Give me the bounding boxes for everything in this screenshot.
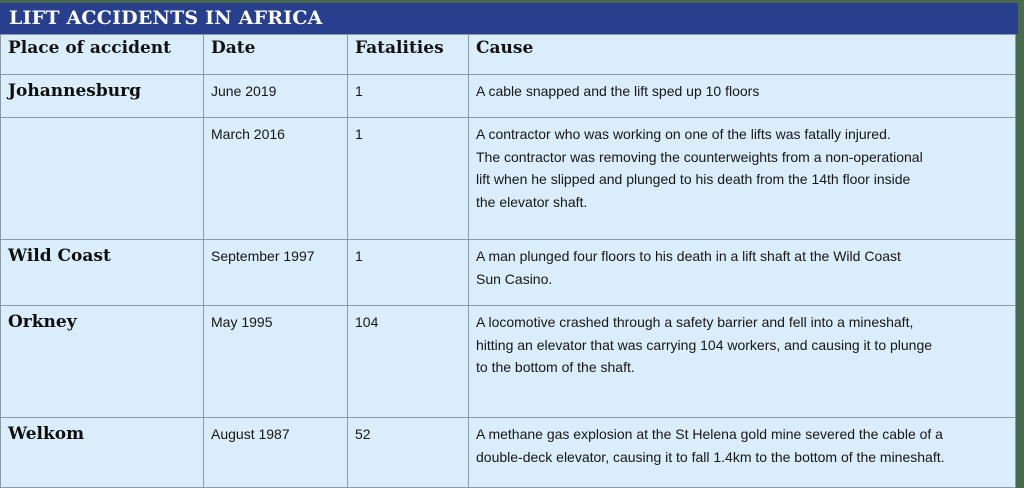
lift-accidents-table [0, 34, 1016, 488]
cell-place: Welkom [1, 418, 204, 488]
table-row [1, 75, 1016, 118]
cause-line: A methane gas explosion at the St Helena gold mine severed the cable of a [476, 426, 943, 442]
cell-fatalities: 1 [348, 240, 469, 306]
cell-cause [469, 418, 1016, 488]
cell-place: Orkney [1, 306, 204, 418]
cell-date: March 2016 [204, 118, 348, 240]
cause-line: The contractor was removing the counterweights from a non-operational [476, 148, 923, 165]
cell-cause [469, 75, 1016, 118]
cell-date: September 1997 [204, 240, 348, 306]
cause-line: A cable snapped and the lift sped up 10 floors [476, 83, 760, 99]
table-row [1, 118, 1016, 240]
cell-cause [469, 118, 1016, 240]
column-header-fatalities: Fatalities [348, 35, 469, 75]
cell-fatalities: 52 [348, 418, 469, 488]
table-header [1, 35, 1016, 75]
cell-fatalities: 1 [348, 75, 469, 118]
cause-line: Sun Casino. [476, 270, 553, 287]
cell-place: Wild Coast [1, 240, 204, 306]
cell-date: June 2019 [204, 75, 348, 118]
page-title: LIFT ACCIDENTS IN AFRICA [9, 7, 323, 29]
cause-line: hitting an elevator that was carrying 104 workers, and causing it to plunge [476, 336, 933, 353]
cell-fatalities: 1 [348, 118, 469, 240]
cell-fatalities: 104 [348, 306, 469, 418]
cause-line: A man plunged four floors to his death in a lift shaft at the Wild Coast [476, 248, 901, 264]
cause-line: the elevator shaft. [476, 194, 588, 211]
cause-line: to the bottom of the shaft. [476, 359, 635, 376]
table-row [1, 306, 1016, 418]
table-row [1, 418, 1016, 488]
cause-line: lift when he slipped and plunged to his death from the 14th floor inside [476, 171, 911, 188]
cell-place [1, 118, 204, 240]
table-header-row [1, 35, 1016, 75]
column-header-place: Place of accident [1, 35, 204, 75]
lift-accidents-table-container [0, 3, 1015, 465]
cell-cause [469, 306, 1016, 418]
cell-place: Johannesburg [1, 75, 204, 118]
column-header-cause: Cause [469, 35, 1016, 75]
table-body [1, 75, 1016, 488]
table-row [1, 240, 1016, 306]
cell-cause [469, 240, 1016, 306]
cause-line: A contractor who was working on one of the lifts was fatally injured. [476, 126, 891, 142]
column-header-date: Date [204, 35, 348, 75]
cell-date: May 1995 [204, 306, 348, 418]
cause-line: A locomotive crashed through a safety barrier and fell into a mineshaft, [476, 314, 914, 330]
cause-line: double-deck elevator, causing it to fall 1.4km to the bottom of the mineshaft. [476, 448, 945, 465]
table-title-bar [0, 3, 1018, 34]
cell-date: August 1987 [204, 418, 348, 488]
